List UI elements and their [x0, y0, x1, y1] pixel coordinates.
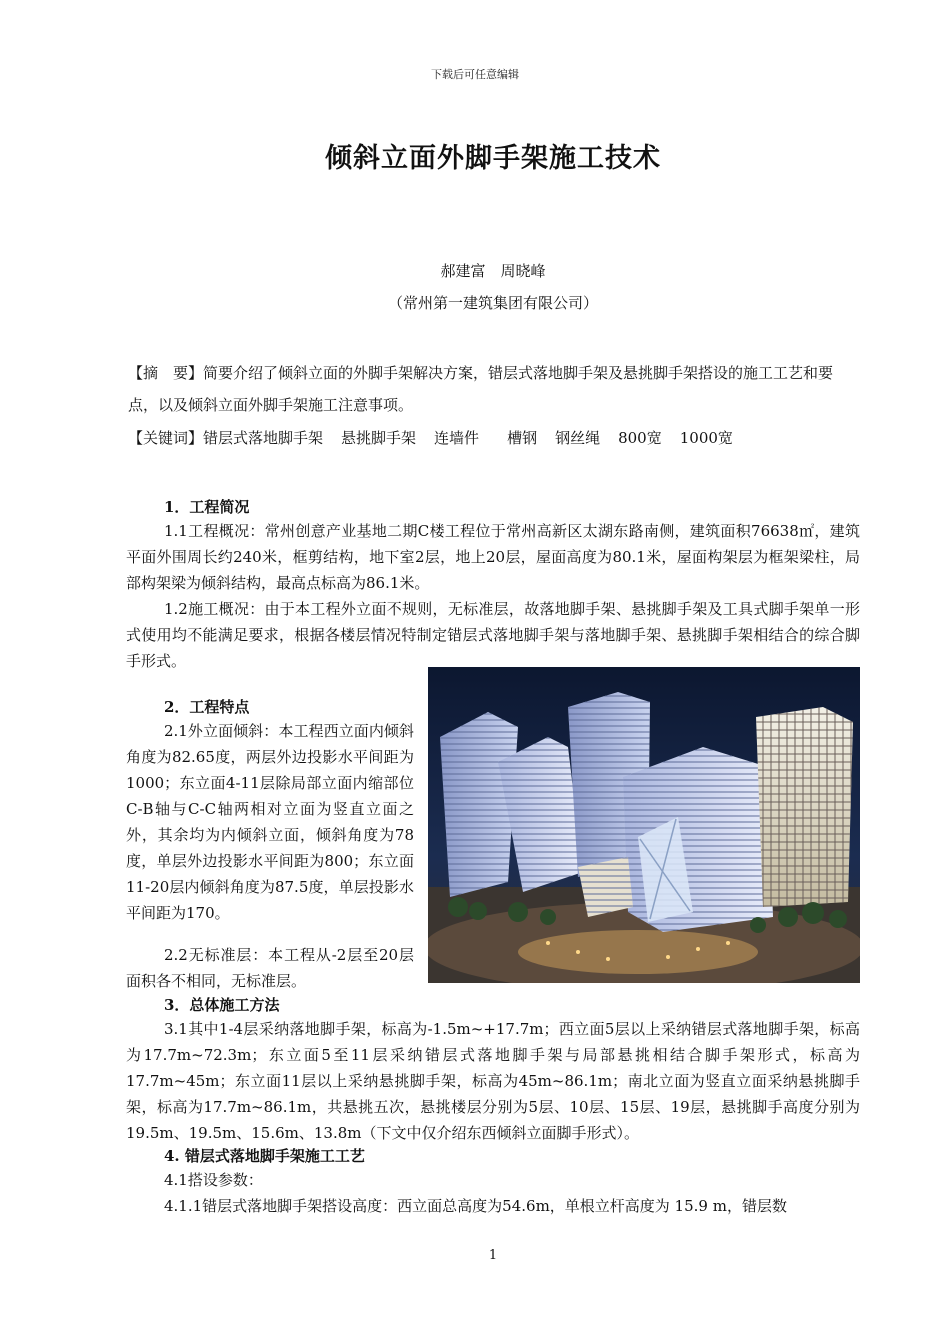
keyword: 连墙件 — [434, 429, 480, 447]
abstract — [128, 357, 863, 421]
abstract-text: 简要介绍了倾斜立面的外脚手架解决方案，错层式落地脚手架及悬挑脚手架搭设的施工工艺和要点，以及倾斜立面外脚手架施工注意事项。 — [128, 364, 834, 414]
paragraph-1-1: 1.1工程概况：常州创意产业基地二期C楼工程位于常州高新区太湖东路南侧，建筑面积76638㎡，建筑平面外围周长约240米，框剪结构，地下室2层，地上20层，屋面高度为80.1米，屋面构架层为框架梁柱，局部构架梁为倾斜结构，最高点标高为86.1米。 — [126, 522, 860, 592]
paragraph-4-1-1: 4.1.1错层式落地脚手架搭设高度：西立面总高度为54.6m，单根立杆高度为 15.9 m，错层数 — [164, 1197, 787, 1215]
keyword: 钢丝绳 — [555, 429, 601, 447]
header-note: 下载后可任意编辑 — [431, 68, 519, 81]
keyword: 槽钢 — [507, 429, 538, 447]
authors: 郝建富 周晓峰 — [440, 262, 546, 280]
section-heading-3: 3．总体施工方法 — [164, 996, 280, 1014]
affiliation: （常州第一建筑集团有限公司） — [387, 294, 598, 312]
keyword: 错层式落地脚手架 — [203, 429, 324, 447]
keywords-tag: 【关键词】 — [128, 429, 204, 447]
keywords — [128, 427, 863, 448]
abstract-tag: 【摘 要】 — [128, 364, 204, 382]
paragraph-4-1: 4.1搭设参数： — [164, 1171, 263, 1189]
paragraph-1-2: 1.2施工概况：由于本工程外立面不规则，无标准层，故落地脚手架、悬挑脚手架及工具式脚手架单一形式使用均不能满足要求，根据各楼层情况特制定错层式落地脚手架与落地脚手架、悬挑脚手架相结合的综合脚手形式。 — [126, 600, 860, 670]
paragraph-2-1: 2.1外立面倾斜：本工程西立面内倾斜角度为82.65度，两层外边投影水平间距为1000；东立面4-11层除局部立面内缩部位C-B轴与C-C轴两相对立面为竖直立面之外，其余均为内倾斜立面，倾斜角度为78度，单层外边投影水平间距为800；东立面11-20层内倾斜角度为87.5度，单层投影水平间距为170。 — [126, 722, 414, 922]
section-heading-4: 4. 错层式落地脚手架施工工艺 — [164, 1147, 365, 1165]
section-heading-2: 2．工程特点 — [164, 698, 250, 716]
building-rendering-image — [428, 667, 860, 983]
keyword: 1000宽 — [679, 429, 733, 447]
keyword: 悬挑脚手架 — [341, 429, 417, 447]
section-heading-1: 1．工程简况 — [164, 498, 250, 516]
keyword: 800宽 — [618, 429, 662, 447]
page-number: 1 — [488, 1248, 498, 1263]
paragraph-2-2: 2.2无标准层：本工程从-2层至20层面积各不相同，无标准层。 — [126, 946, 414, 990]
paragraph-3-1: 3.1其中1-4层采纳落地脚手架，标高为-1.5m~+17.7m；西立面5层以上采纳错层式落地脚手架，标高为17.7m~72.3m；东立面5至11层采纳错层式落地脚手架与局部悬挑相结合脚手架形式，标高为17.7m~45m；东立面11层以上采纳悬挑脚手架，标高为45m~86.1m；南北立面为竖直立面采纳悬挑脚手架，标高为17.7m~86.1m，共悬挑五次，悬挑楼层分别为5层、10层、15层、19层，悬挑脚手高度分别为19.5m、19.5m、15.6m、13.8m（下文中仅介绍东西倾斜立面脚手形式）。 — [126, 1020, 860, 1142]
document-title: 倾斜立面外脚手架施工技术 — [325, 143, 661, 174]
